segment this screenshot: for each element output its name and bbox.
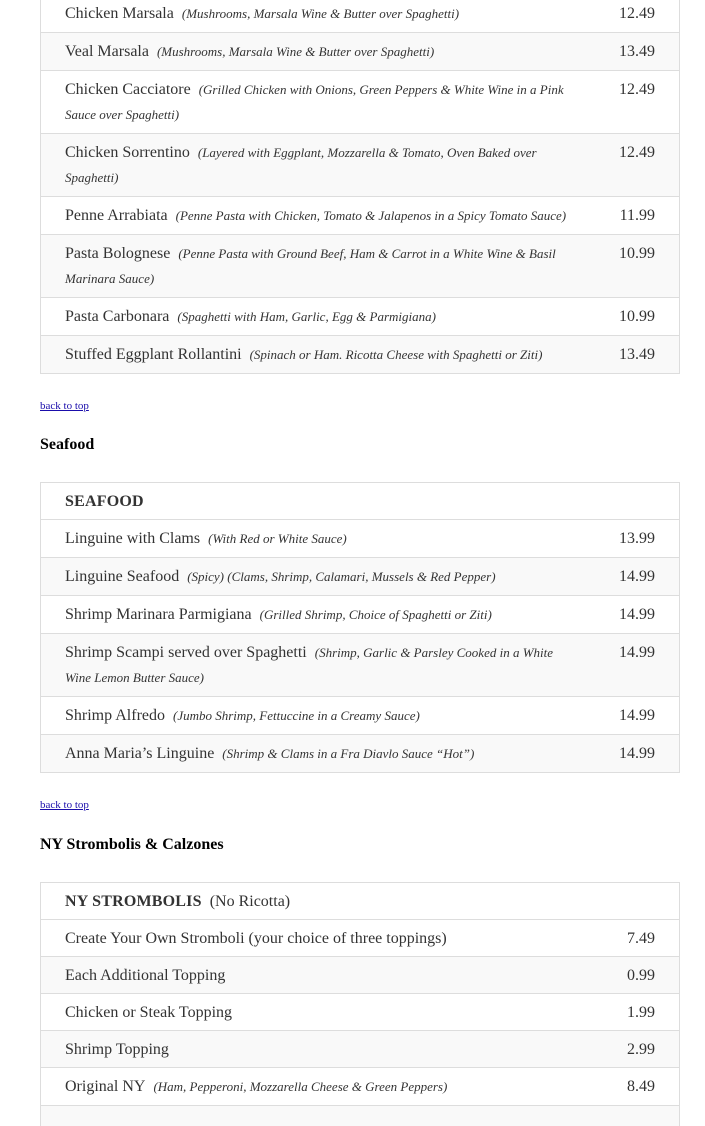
menu-item-name: Chicken Marsala xyxy=(65,5,174,22)
menu-row xyxy=(41,957,679,994)
back-to-top-link[interactable]: back to top xyxy=(40,799,89,811)
menu-item-cell xyxy=(41,298,679,329)
menu-row xyxy=(41,33,679,71)
menu-item-description: (Mushrooms, Marsala Wine & Butter over Spaghetti) xyxy=(156,44,435,59)
menu-item-cell xyxy=(41,1068,679,1099)
menu-row xyxy=(41,520,679,558)
menu-item-cell xyxy=(41,71,679,127)
menu-item-price: 14.99 xyxy=(619,568,655,585)
menu-item-price: 11.99 xyxy=(619,207,655,224)
menu-item-cell xyxy=(41,33,679,64)
menu-item-price: 13.99 xyxy=(619,530,655,547)
menu-item-name: Shrimp Alfredo xyxy=(65,707,165,724)
menu-item-description: (Layered with Eggplant, Mozzarella & Tomato, Oven Baked over Spaghetti) xyxy=(65,145,537,185)
menu-item-description: (Mushrooms, Marsala Wine & Butter over Spaghetti) xyxy=(181,6,460,21)
menu-row xyxy=(41,71,679,134)
menu-item-price: 10.99 xyxy=(619,308,655,325)
menu-item-description: (Grilled Shrimp, Choice of Spaghetti or Ziti) xyxy=(259,607,492,622)
menu-item-price: 10.99 xyxy=(619,245,655,262)
menu-item-name: Linguine Seafood xyxy=(65,568,180,585)
menu-item-name: Shrimp Topping xyxy=(65,1041,169,1058)
menu-item-name: Anna Maria’s Linguine xyxy=(65,745,215,762)
menu-row xyxy=(41,298,679,336)
menu-item-price: 2.99 xyxy=(627,1041,655,1058)
menu-item-cell xyxy=(41,134,679,190)
stromboli-section-title: NY Strombolis & Calzones xyxy=(40,836,224,853)
menu-row xyxy=(41,235,679,298)
menu-row xyxy=(41,994,679,1031)
menu-item-cell xyxy=(41,235,679,291)
table-heading-cell xyxy=(41,883,679,914)
menu-item-price: 12.49 xyxy=(619,81,655,98)
table-heading-cell xyxy=(41,483,679,514)
menu-item-cell xyxy=(41,1031,679,1062)
menu-item-description: (With Red or White Sauce) xyxy=(208,531,347,546)
menu-item-cell xyxy=(41,520,679,551)
menu-item-cell xyxy=(41,197,679,228)
menu-item-price: 1.99 xyxy=(627,1004,655,1021)
menu-item-name: Create Your Own Stromboli (your choice of three toppings) xyxy=(65,930,447,947)
menu-item-price: 7.49 xyxy=(627,930,655,947)
menu-row xyxy=(41,1068,679,1106)
seafood-menu-table xyxy=(40,482,680,773)
menu-item-name: Chicken Sorrentino xyxy=(65,144,190,161)
menu-item-price: 8.49 xyxy=(627,1078,655,1095)
pasta-menu-table xyxy=(40,0,680,374)
menu-item-price: 13.49 xyxy=(619,346,655,363)
menu-item-cell xyxy=(41,920,679,951)
menu-row xyxy=(41,1031,679,1068)
stromboli-menu-table xyxy=(40,882,680,1126)
menu-row xyxy=(41,336,679,373)
menu-item-price: 12.49 xyxy=(619,5,655,22)
menu-row-partial xyxy=(41,1106,679,1126)
menu-item-name: Linguine with Clams xyxy=(65,530,201,547)
menu-item-description: (Shrimp, Garlic & Parsley Cooked in a White Wine Lemon Butter Sauce) xyxy=(65,645,554,685)
seafood-section-title: Seafood xyxy=(40,436,95,453)
menu-item-price: 14.99 xyxy=(619,644,655,661)
menu-item-cell xyxy=(41,634,679,690)
menu-item-name: Chicken Cacciatore xyxy=(65,81,191,98)
menu-item-cell xyxy=(41,336,679,367)
menu-item-cell xyxy=(41,735,679,766)
menu-row xyxy=(41,0,679,33)
menu-item-price: 14.99 xyxy=(619,606,655,623)
menu-row xyxy=(41,596,679,634)
menu-item-price: 14.99 xyxy=(619,707,655,724)
menu-item-price: 14.99 xyxy=(619,745,655,762)
menu-row xyxy=(41,634,679,697)
table-heading-row xyxy=(41,883,679,920)
menu-item-name: Shrimp Scampi served over Spaghetti xyxy=(65,644,307,661)
menu-item-description: (Grilled Chicken with Onions, Green Peppers & White Wine in a Pink Sauce over Spaghetti) xyxy=(65,82,564,122)
menu-item-cell xyxy=(41,596,679,627)
menu-item-description: (Ham, Pepperoni, Mozzarella Cheese & Green Peppers) xyxy=(153,1079,448,1094)
menu-item-name: Pasta Carbonara xyxy=(65,308,170,325)
menu-row xyxy=(41,134,679,197)
menu-item-cell xyxy=(41,697,679,728)
menu-item-cell xyxy=(41,957,679,988)
menu-row xyxy=(41,920,679,957)
menu-item-name: Penne Arrabiata xyxy=(65,207,168,224)
menu-item-name: Chicken or Steak Topping xyxy=(65,1004,233,1021)
menu-item-description: (Penne Pasta with Ground Beef, Ham & Carrot in a White Wine & Basil Marinara Sauce) xyxy=(65,246,556,286)
table-heading-note: (No Ricotta) xyxy=(209,893,291,910)
menu-item-description: (Penne Pasta with Chicken, Tomato & Jalapenos in a Spicy Tomato Sauce) xyxy=(175,208,567,223)
menu-item-name: Pasta Bolognese xyxy=(65,245,171,262)
menu-item-cell xyxy=(41,558,679,589)
menu-item-price: 0.99 xyxy=(627,967,655,984)
menu-row xyxy=(41,197,679,235)
menu-row xyxy=(41,697,679,735)
menu-row xyxy=(41,735,679,772)
menu-item-description: (Jumbo Shrimp, Fettuccine in a Creamy Sauce) xyxy=(173,708,420,723)
menu-item-name: Veal Marsala xyxy=(65,43,149,60)
menu-item-description: (Spicy) (Clams, Shrimp, Calamari, Mussels & Red Pepper) xyxy=(187,569,496,584)
menu-item-cell xyxy=(41,0,679,26)
menu-item-name: Original NY xyxy=(65,1078,146,1095)
menu-item-price: 13.49 xyxy=(619,43,655,60)
table-heading: NY STROMBOLIS xyxy=(65,893,202,910)
menu-row xyxy=(41,558,679,596)
table-heading: SEAFOOD xyxy=(65,493,144,510)
menu-item-cell xyxy=(41,994,679,1025)
menu-item-name: Each Additional Topping xyxy=(65,967,226,984)
table-heading-row xyxy=(41,483,679,520)
menu-item-name: Shrimp Marinara Parmigiana xyxy=(65,606,252,623)
back-to-top-link[interactable]: back to top xyxy=(40,400,89,412)
menu-item-description: (Shrimp & Clams in a Fra Diavlo Sauce “Hot”) xyxy=(222,746,475,761)
menu-item-description: (Spinach or Ham. Ricotta Cheese with Spaghetti or Ziti) xyxy=(249,347,543,362)
menu-item-name: Stuffed Eggplant Rollantini xyxy=(65,346,242,363)
menu-item-price: 12.49 xyxy=(619,144,655,161)
menu-item-description: (Spaghetti with Ham, Garlic, Egg & Parmigiana) xyxy=(177,309,436,324)
